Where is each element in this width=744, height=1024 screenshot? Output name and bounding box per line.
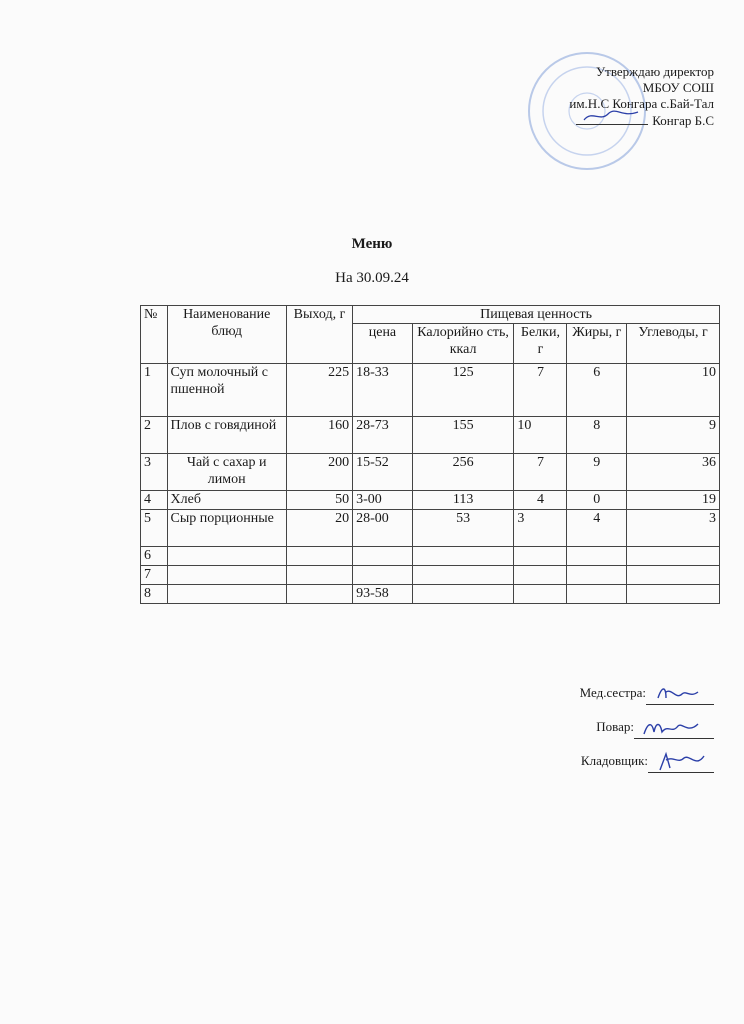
cell-protein: 7: [514, 454, 567, 491]
cell-price: [353, 566, 413, 585]
cell-fat: [567, 566, 627, 585]
cell-protein: [514, 585, 567, 604]
cell-output: 20: [286, 510, 352, 547]
cell-price: 93-58: [353, 585, 413, 604]
cell-price: 15-52: [353, 454, 413, 491]
cell-protein: [514, 547, 567, 566]
cell-name: [167, 585, 286, 604]
header-num: №: [141, 306, 168, 364]
header-fat: Жиры, г: [567, 324, 627, 364]
cell-carbs: 36: [627, 454, 720, 491]
cell-output: [286, 566, 352, 585]
cook-signature-row: [580, 710, 714, 744]
cell-protein: [514, 566, 567, 585]
cell-fat: 9: [567, 454, 627, 491]
cell-price: [353, 547, 413, 566]
cell-carbs: [627, 566, 720, 585]
cell-name: Хлеб: [167, 491, 286, 510]
storekeeper-signature-icon: [656, 750, 710, 774]
cell-calories: 256: [412, 454, 514, 491]
cell-calories: [412, 566, 514, 585]
cell-carbs: 9: [627, 417, 720, 454]
header-carbs: Углеводы, г: [627, 324, 720, 364]
approval-line-2: МБОУ СОШ: [642, 80, 714, 95]
nurse-signature-icon: [654, 682, 704, 704]
table-row: [141, 417, 720, 454]
cell-price: 18-33: [353, 364, 413, 417]
cell-calories: 155: [412, 417, 514, 454]
table-row: [141, 454, 720, 491]
cell-protein: 7: [514, 364, 567, 417]
cell-output: 225: [286, 364, 352, 417]
nurse-label: Мед.сестра:: [579, 685, 646, 700]
cell-fat: [567, 547, 627, 566]
cell-num: 1: [141, 364, 168, 417]
cell-num: 2: [141, 417, 168, 454]
cell-fat: 4: [567, 510, 627, 547]
cell-price: 28-00: [353, 510, 413, 547]
header-price: цена: [353, 324, 413, 364]
cell-num: 5: [141, 510, 168, 547]
header-output: Выход, г: [286, 306, 352, 364]
cell-calories: [412, 585, 514, 604]
nurse-signature-row: [580, 676, 714, 710]
cell-fat: 0: [567, 491, 627, 510]
cell-name: Плов с говядиной: [167, 417, 286, 454]
cell-fat: 6: [567, 364, 627, 417]
cell-calories: 113: [412, 491, 514, 510]
table-row: [141, 566, 720, 585]
table-row: [141, 491, 720, 510]
cell-price: 3-00: [353, 491, 413, 510]
storekeeper-label: Кладовщик:: [580, 753, 648, 768]
cell-protein: 3: [514, 510, 567, 547]
cell-protein: 4: [514, 491, 567, 510]
menu-table: [140, 305, 720, 604]
approval-block: [569, 64, 714, 129]
approval-line-3: им.Н.С Конгара с.Бай-Тал: [569, 96, 714, 111]
cell-num: 4: [141, 491, 168, 510]
cook-signature-line: [634, 718, 714, 739]
cell-carbs: [627, 547, 720, 566]
cell-carbs: 10: [627, 364, 720, 417]
cell-output: [286, 585, 352, 604]
table-row: [141, 547, 720, 566]
cell-num: 8: [141, 585, 168, 604]
cell-name: Суп молочный с пшенной: [167, 364, 286, 417]
cell-name: Сыр порционные: [167, 510, 286, 547]
header-protein: Белки, г: [514, 324, 567, 364]
cell-calories: 125: [412, 364, 514, 417]
cell-output: 50: [286, 491, 352, 510]
table-row: [141, 585, 720, 604]
cell-calories: 53: [412, 510, 514, 547]
page-title: Меню: [351, 236, 393, 252]
cell-num: 6: [141, 547, 168, 566]
table-row: [141, 510, 720, 547]
cell-output: 200: [286, 454, 352, 491]
nurse-signature-line: [646, 684, 714, 705]
approval-line-1: Утверждаю директор: [595, 64, 714, 79]
cell-fat: [567, 585, 627, 604]
cell-name: [167, 566, 286, 585]
storekeeper-signature-row: [580, 744, 714, 778]
signatures-block: [580, 676, 714, 778]
cook-signature-icon: [642, 716, 702, 738]
menu-date: На 30.09.24: [335, 270, 409, 286]
cell-carbs: [627, 585, 720, 604]
director-signature-icon: [582, 108, 642, 124]
storekeeper-signature-line: [648, 752, 714, 773]
header-nutrition: Пищевая ценность: [353, 306, 720, 324]
approval-line-4: [569, 112, 714, 129]
director-signature: [576, 112, 648, 125]
header-calories: Калорийно сть, ккал: [412, 324, 514, 364]
cell-fat: 8: [567, 417, 627, 454]
cell-price: 28-73: [353, 417, 413, 454]
table-header-row-1: [141, 306, 720, 324]
cell-carbs: 19: [627, 491, 720, 510]
header-name: Наименование блюд: [167, 306, 286, 364]
cook-label: Повар:: [596, 719, 634, 734]
cell-protein: 10: [514, 417, 567, 454]
table-row: [141, 364, 720, 417]
cell-output: 160: [286, 417, 352, 454]
cell-num: 3: [141, 454, 168, 491]
cell-carbs: 3: [627, 510, 720, 547]
director-name: Конгар Б.С: [652, 113, 714, 128]
cell-name: [167, 547, 286, 566]
cell-num: 7: [141, 566, 168, 585]
cell-name: Чай с сахар и лимон: [167, 454, 286, 491]
cell-calories: [412, 547, 514, 566]
cell-output: [286, 547, 352, 566]
